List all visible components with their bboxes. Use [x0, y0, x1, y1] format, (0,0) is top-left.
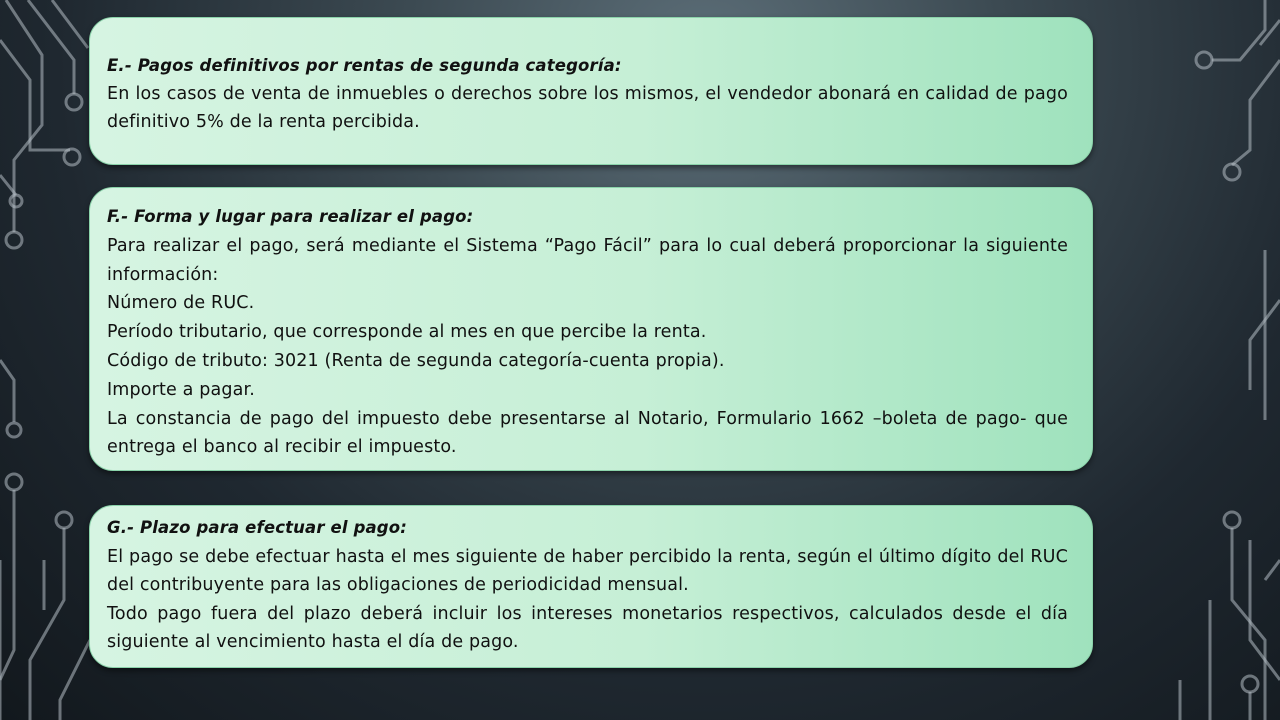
circuit-node: [6, 474, 22, 490]
circuit-node: [66, 94, 82, 110]
section-g-box: [89, 505, 1093, 668]
section-g-paragraph: El pago se debe efectuar hasta el mes siguiente de haber percibido la renta, según el último dígito del RUC del contribuyente para las obligaciones de periodicidad mensual.: [107, 546, 1068, 596]
list-item: Código de tributo: 3021 (Renta de segunda categoría-cuenta propia).: [107, 350, 725, 371]
circuit-node: [56, 512, 72, 528]
section-g-heading: G.- Plazo para efectuar el pago:: [107, 518, 408, 537]
circuit-trace: [1232, 60, 1280, 165]
section-e-body: En los casos de venta de inmuebles o derechos sobre los mismos, el vendedor abonará en calidad de pago definitivo 5% de la renta percibida.: [107, 84, 1068, 132]
circuit-trace: [28, 0, 74, 94]
circuit-trace: [30, 528, 64, 720]
circuit-node: [1224, 164, 1240, 180]
section-e-box: [89, 17, 1093, 165]
circuit-trace: [0, 360, 14, 422]
list-item: Período tributario, que corresponde al mes en que percibe la renta.: [107, 322, 707, 343]
section-f-box: [89, 187, 1093, 471]
circuit-trace: [1212, 0, 1265, 60]
circuit-node: [10, 195, 22, 207]
circuit-trace: [60, 640, 90, 720]
section-f-closing: La constancia de pago del impuesto debe presentarse al Notario, Formulario 1662 –boleta de pago- que entrega el banco al recibir el impuesto.: [107, 408, 1068, 458]
list-item: Número de RUC.: [107, 293, 255, 314]
section-e-heading: E.- Pagos definitivos por rentas de segunda categoría:: [107, 56, 622, 75]
circuit-node: [1196, 52, 1212, 68]
circuit-node: [7, 423, 21, 437]
circuit-node: [6, 232, 22, 248]
list-item: Importe a pagar.: [107, 379, 255, 400]
circuit-trace: [0, 490, 14, 680]
circuit-trace: [1265, 560, 1280, 580]
section-g-paragraph: Todo pago fuera del plazo deberá incluir los intereses monetarios respectivos, calculados desde el día siguiente al vencimiento hasta el día de pago.: [107, 603, 1068, 653]
circuit-node: [1224, 512, 1240, 528]
circuit-node: [1242, 676, 1258, 692]
section-f-intro: Para realizar el pago, será mediante el Sistema “Pago Fácil” para lo cual deberá proporcionar la siguiente información:: [107, 235, 1068, 285]
section-f-heading: F.- Forma y lugar para realizar el pago:: [107, 207, 474, 226]
circuit-node: [64, 149, 80, 165]
circuit-trace: [1250, 540, 1280, 680]
